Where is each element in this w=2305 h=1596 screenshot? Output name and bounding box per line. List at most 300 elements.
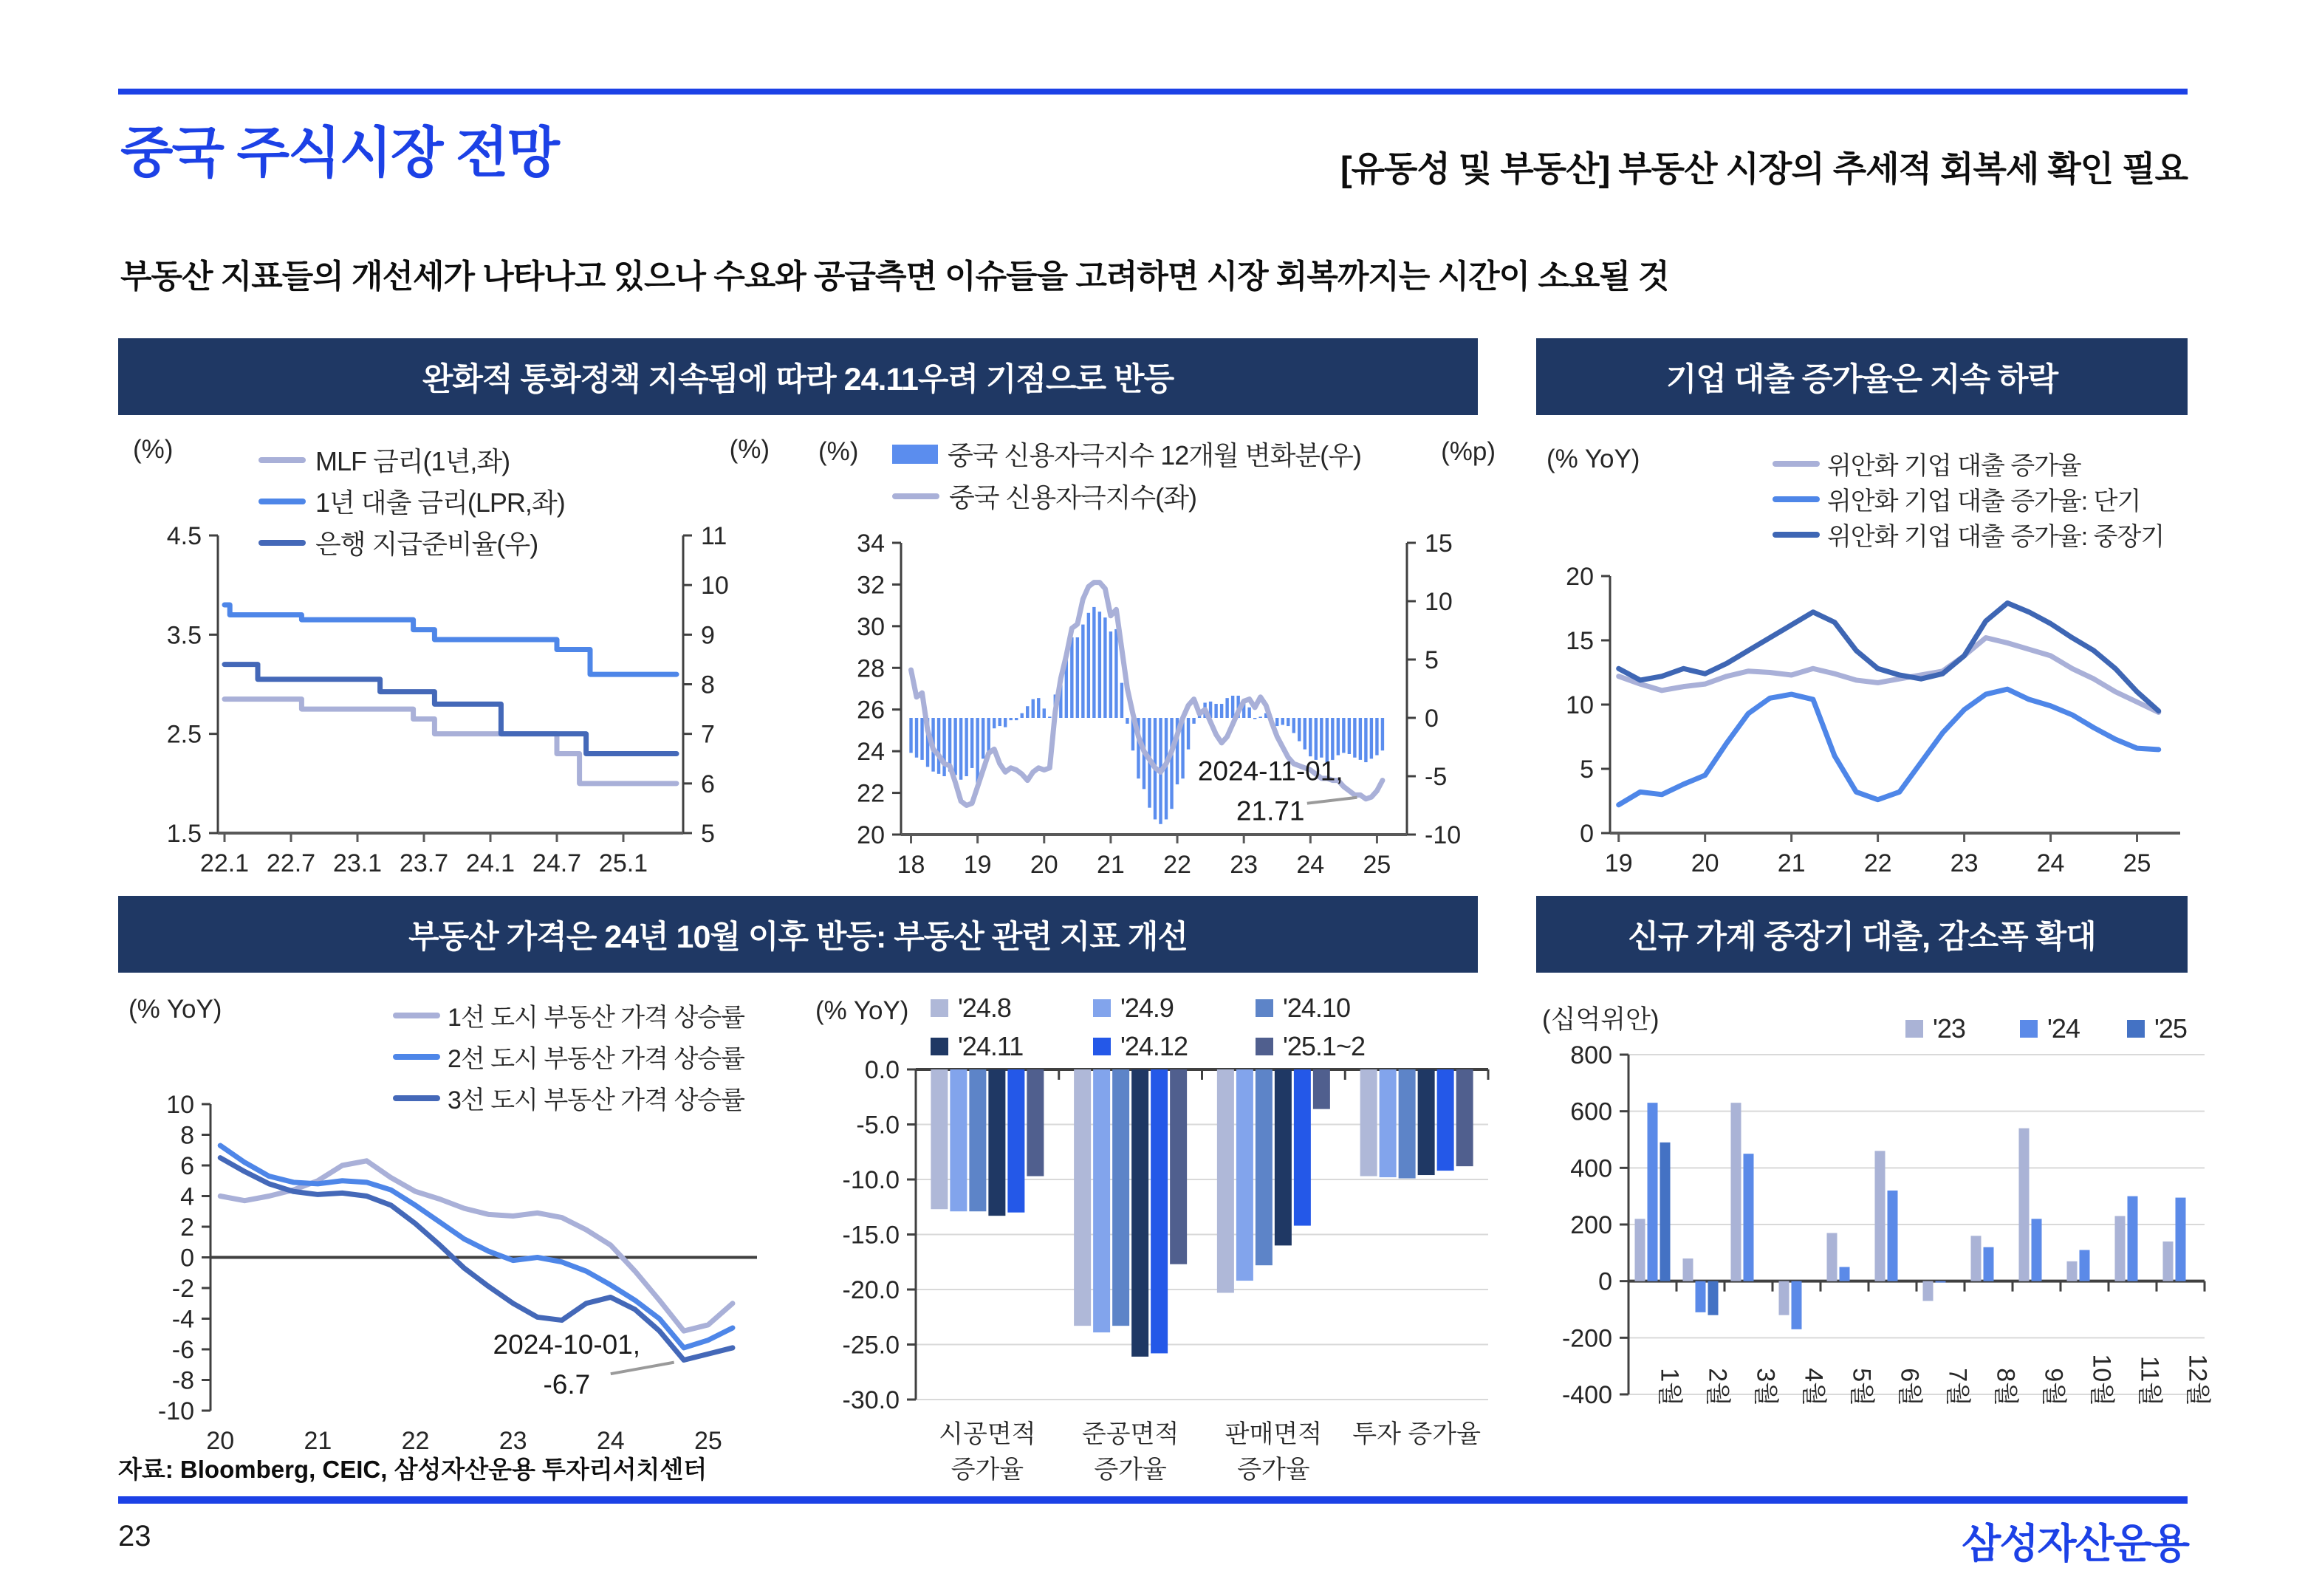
section-header-property-price: 부동산 가격은 24년 10월 이후 반등: 부동산 관련 지표 개선 (118, 896, 1478, 973)
axis-label: 3.5 (166, 621, 202, 650)
axis-label: 10 (166, 1091, 194, 1119)
axis-label: 11월 (2135, 1355, 2164, 1406)
axis-label: 23 (1950, 849, 1979, 877)
legend-swatch (1773, 532, 1820, 538)
impulse-bar (1032, 699, 1035, 718)
axis-label: 22 (1863, 849, 1892, 877)
axis-label: 증가율 (1237, 1456, 1310, 1484)
annotation-leader (611, 1363, 674, 1374)
legend-swatch (1256, 1038, 1273, 1055)
section-header-household-loan: 신규 가계 중장기 대출, 감소폭 확대 (1536, 896, 2188, 973)
property-price-chart-series-1 (220, 1145, 733, 1348)
impulse-bar (1348, 718, 1351, 754)
impulse-bar (1370, 718, 1373, 758)
axis-label: -5 (1425, 763, 1448, 791)
impulse-bar (987, 718, 990, 752)
bar-'24.9 (1093, 1069, 1110, 1332)
bar-'24.8 (1074, 1069, 1091, 1326)
impulse-bar (1187, 718, 1190, 750)
legend-label: '24.8 (958, 993, 1011, 1023)
legend-swatch (892, 445, 938, 464)
impulse-bar (1225, 698, 1228, 718)
axis-label: 11 (701, 522, 727, 550)
axis-label: 10 (1566, 691, 1594, 719)
bar-'24 (1648, 1103, 1658, 1281)
axis-unit: (% YoY) (815, 996, 909, 1025)
impulse-bar (942, 718, 945, 776)
axis-label: 23 (1230, 851, 1258, 879)
bar-'23 (2163, 1241, 2174, 1281)
axis-label: 9월 (2039, 1368, 2068, 1406)
impulse-bar (1253, 718, 1256, 719)
axis-label: 4 (180, 1182, 194, 1211)
axis-label: 5 (1580, 756, 1594, 784)
impulse-bar (1381, 718, 1384, 750)
axis-label: -10 (1425, 821, 1462, 849)
bar-'25.1~2 (1456, 1069, 1473, 1166)
axis-label: 5월 (1847, 1368, 1876, 1406)
section-header-corporate-loan: 기업 대출 증가율은 지속 하락 (1536, 338, 2188, 415)
impulse-bar (1331, 718, 1334, 760)
legend-label: 위안화 기업 대출 증가율: 중장기 (1827, 523, 2165, 551)
impulse-bar (1275, 718, 1278, 726)
axis-label: 준공면적 (1081, 1420, 1179, 1448)
bar-'24.10 (1112, 1069, 1129, 1326)
axis-label: 24 (857, 738, 885, 767)
impulse-bar (1070, 637, 1073, 718)
bar-'24.11 (988, 1069, 1005, 1216)
household-loan-chart-legend-item (2020, 1013, 2080, 1044)
axis-label: 6 (180, 1152, 194, 1180)
axis-label: 5 (1425, 646, 1439, 674)
axis-label: 2월 (1703, 1368, 1732, 1406)
bar-'24 (1936, 1281, 1946, 1283)
axis-unit: (% YoY) (1547, 445, 1640, 473)
legend-label: '25.1~2 (1283, 1031, 1365, 1061)
annotation: 21.71 (1236, 795, 1305, 826)
annotation: -6.7 (543, 1369, 591, 1400)
top-rule (118, 89, 2188, 95)
axis-label: 7 (701, 720, 715, 749)
impulse-bar (1081, 625, 1084, 718)
axis-label: 20 (1566, 563, 1594, 591)
property-indicator-chart-legend-item (1093, 993, 1174, 1024)
axis-label: -30.0 (842, 1386, 900, 1414)
bar-'24 (1696, 1281, 1706, 1312)
bar-'24.10 (1399, 1069, 1416, 1179)
company-logo: 삼성자산운용 (1962, 1521, 2188, 1566)
axis-label: -6 (171, 1336, 194, 1364)
page-number: 23 (118, 1520, 151, 1552)
impulse-bar (982, 718, 984, 758)
axis-label: 25 (1363, 851, 1391, 879)
axis-label: 증가율 (1094, 1456, 1167, 1484)
axis-label: 10월 (2087, 1354, 2116, 1406)
axis-label: 8 (180, 1121, 194, 1150)
axis-label: -5.0 (856, 1111, 900, 1140)
policy-rate-chart (118, 425, 783, 901)
bar-'23 (1779, 1281, 1789, 1315)
axis-label: -10 (157, 1397, 194, 1425)
axis-label: 34 (857, 530, 885, 558)
impulse-bar (1098, 612, 1101, 718)
axis-label: 2 (180, 1213, 194, 1241)
impulse-bar (915, 718, 918, 758)
axis-label: 0 (1580, 820, 1594, 848)
impulse-bar (1304, 718, 1306, 750)
legend-swatch (1093, 999, 1111, 1017)
axis-label: 19 (1604, 849, 1633, 877)
impulse-bar (1287, 718, 1290, 726)
property-price-chart-legend-item (393, 997, 744, 1033)
key-message: 부동산 지표들의 개선세가 나타나고 있으나 수요와 공급측면 이슈들을 고려하면 시장 회복까지는 시간이 소요될 것 (120, 258, 1669, 295)
axis-label: 21 (1097, 851, 1125, 879)
impulse-bar (1087, 613, 1090, 718)
axis-label: -15.0 (842, 1221, 900, 1250)
legend-swatch (258, 499, 306, 504)
axis-label: 10 (1425, 588, 1453, 616)
bottom-rule (118, 1496, 2188, 1504)
bar-'25.1~2 (1313, 1069, 1330, 1109)
axis-label: 0 (1425, 705, 1439, 733)
axis-unit: (%) (818, 437, 859, 466)
impulse-bar (959, 718, 962, 780)
bar-'24 (2032, 1219, 2042, 1281)
bar-'24.11 (1275, 1069, 1292, 1245)
property-indicator-chart-legend-item (1093, 1031, 1188, 1062)
impulse-bar (1015, 718, 1018, 720)
axis-label: 6월 (1895, 1368, 1924, 1406)
axis-label: -2 (171, 1275, 194, 1303)
bar-'24.11 (1131, 1069, 1148, 1357)
legend-label: '24.10 (1283, 993, 1350, 1023)
axis-label: -25.0 (842, 1331, 900, 1360)
bar-'23 (1827, 1233, 1838, 1281)
axis-label: 200 (1570, 1211, 1612, 1239)
legend-swatch (1773, 461, 1820, 467)
legend-label: '24.12 (1120, 1031, 1188, 1061)
axis-label: 22.7 (266, 849, 316, 877)
axis-label: 24 (2036, 849, 2065, 877)
axis-label: 1.5 (166, 820, 202, 848)
credit-impulse-chart (805, 425, 1507, 901)
bar-'24.9 (1236, 1069, 1253, 1281)
household-loan-chart (1536, 982, 2230, 1484)
legend-swatch (892, 493, 939, 499)
axis-label: 6 (701, 770, 715, 798)
axis-label: 25.1 (598, 849, 648, 877)
legend-label: 은행 지급준비율(우) (315, 529, 538, 559)
impulse-bar (1114, 629, 1117, 718)
axis-label: 400 (1570, 1154, 1612, 1183)
impulse-bar (965, 718, 967, 776)
bar-'24.12 (1151, 1069, 1168, 1353)
impulse-bar (1109, 631, 1112, 718)
property-indicator-chart-legend-item (1256, 993, 1350, 1024)
impulse-bar (1292, 718, 1295, 733)
axis-label: 22 (1163, 851, 1191, 879)
axis-label: -400 (1561, 1381, 1612, 1409)
axis-label: 20 (206, 1427, 235, 1455)
axis-label: 0 (1598, 1267, 1612, 1296)
legend-swatch (393, 1095, 440, 1101)
bar-'24.8 (1360, 1069, 1377, 1177)
bar-'23 (1923, 1281, 1934, 1301)
bar-'23 (1875, 1151, 1886, 1281)
axis-label: 증가율 (951, 1456, 1024, 1484)
legend-label: MLF 금리(1년,좌) (315, 446, 510, 476)
axis-label: 28 (857, 654, 885, 683)
legend-label: 중국 신용자극지수 12개월 변화분(우) (948, 440, 1361, 470)
section-header-monetary-policy: 완화적 통화정책 지속됨에 따라 24.11우려 기점으로 반등 (118, 338, 1478, 415)
axis-label: 24 (596, 1427, 625, 1455)
axis-label: 시공면적 (939, 1420, 1036, 1448)
bar-'24 (1888, 1191, 1898, 1281)
property-price-chart-legend-item (393, 1080, 744, 1116)
annotation-leader (1307, 798, 1357, 804)
household-loan-chart-legend-item (2127, 1013, 2187, 1044)
bar-'24 (2176, 1198, 2186, 1281)
axis-label: 0 (180, 1244, 194, 1273)
bar-'24.10 (1256, 1069, 1273, 1265)
impulse-bar (1037, 698, 1040, 718)
impulse-bar (1247, 708, 1250, 718)
axis-unit: (십억위안) (1542, 1005, 1660, 1034)
axis-unit: (%) (133, 435, 174, 464)
legend-swatch (931, 1038, 948, 1055)
legend-label: '24 (2047, 1013, 2080, 1044)
bar-'25.1~2 (1170, 1069, 1187, 1264)
axis-label: 5 (701, 820, 715, 848)
household-loan-chart-legend-item (1905, 1013, 1965, 1044)
household-loan-chart-canvas (1536, 982, 2230, 1484)
axis-label: 21 (1777, 849, 1806, 877)
bar-'25.1~2 (1027, 1069, 1044, 1177)
legend-label: '24.11 (958, 1031, 1024, 1061)
legend-swatch (2127, 1020, 2145, 1038)
axis-label: 0.0 (864, 1056, 900, 1084)
bar-'24.11 (1418, 1069, 1435, 1175)
impulse-bar (1353, 718, 1356, 758)
impulse-bar (1258, 716, 1261, 718)
legend-swatch (931, 999, 948, 1017)
axis-label: -20.0 (842, 1276, 900, 1304)
bar-'25 (1660, 1143, 1671, 1281)
corporate-loan-chart-legend-item (1773, 481, 2140, 517)
legend-label: 1년 대출 금리(LPR,좌) (315, 487, 565, 518)
axis-label: 21 (304, 1427, 332, 1455)
impulse-bar (1120, 683, 1123, 718)
property-price-chart (118, 982, 783, 1455)
bar-'23 (1635, 1219, 1645, 1281)
axis-label: 10 (701, 572, 729, 600)
axis-label: 7월 (1943, 1368, 1972, 1406)
axis-label: 23 (499, 1427, 527, 1455)
impulse-bar (937, 718, 940, 774)
impulse-bar (1231, 696, 1234, 718)
bar-'25 (1708, 1281, 1719, 1315)
page-title: 중국 주식시장 전망 (120, 122, 558, 183)
bar-'23 (2019, 1128, 2030, 1281)
axis-label: 9 (701, 621, 715, 650)
axis-label: -8 (171, 1366, 194, 1395)
axis-label: 2.5 (166, 720, 202, 749)
legend-swatch (258, 457, 306, 463)
impulse-bar (1309, 718, 1312, 756)
bar-'24 (1984, 1247, 1994, 1281)
axis-label: 19 (963, 851, 992, 879)
bar-'24.12 (1437, 1069, 1454, 1171)
axis-label: 15 (1566, 627, 1594, 655)
axis-label: 판매면적 (1225, 1420, 1323, 1448)
axis-label: 8 (701, 671, 715, 699)
corporate-loan-chart (1536, 425, 2201, 901)
impulse-bar (1315, 718, 1318, 760)
impulse-bar (920, 718, 923, 760)
impulse-bar (1364, 718, 1367, 762)
impulse-bar (1026, 706, 1029, 718)
legend-swatch (1905, 1020, 1923, 1038)
property-price-chart-legend-item (393, 1038, 744, 1075)
impulse-bar (1220, 704, 1223, 718)
corporate-loan-chart-series-2 (1619, 603, 2159, 711)
impulse-bar (1214, 704, 1217, 718)
impulse-bar (909, 718, 912, 753)
bar-'24 (1744, 1154, 1754, 1281)
axis-label: 12월 (2183, 1354, 2212, 1406)
bar-'24.12 (1007, 1069, 1024, 1213)
impulse-bar (1103, 617, 1106, 718)
legend-label: 1선 도시 부동산 가격 상승률 (448, 1004, 744, 1032)
axis-label: 24.7 (532, 849, 582, 877)
impulse-bar (1281, 718, 1284, 725)
legend-swatch (1773, 496, 1820, 502)
corporate-loan-chart-legend-item (1773, 445, 2081, 482)
bar-'24.9 (950, 1069, 967, 1211)
axis-label: -10.0 (842, 1166, 900, 1194)
axis-label: 20 (857, 821, 885, 849)
legend-swatch (1093, 1038, 1111, 1055)
bar-'24.8 (931, 1069, 948, 1209)
axis-label: -4 (171, 1305, 194, 1334)
bar-'24.9 (1380, 1069, 1397, 1177)
axis-label: 15 (1425, 530, 1453, 558)
bar-'24 (1792, 1281, 1802, 1329)
bar-'23 (1971, 1236, 1982, 1281)
axis-label: -200 (1561, 1324, 1612, 1353)
impulse-bar (1092, 607, 1095, 718)
impulse-bar (1004, 718, 1007, 727)
bar-'23 (1731, 1103, 1741, 1281)
axis-label: 32 (857, 571, 885, 600)
axis-label: 4월 (1799, 1368, 1828, 1406)
bar-'23 (2115, 1216, 2126, 1281)
axis-label: 20 (1691, 849, 1719, 877)
axis-label: 24 (1296, 851, 1325, 879)
axis-label: 25 (2123, 849, 2151, 877)
source-note: 자료: Bloomberg, CEIC, 삼성자산운용 투자리서치센터 (118, 1456, 708, 1483)
legend-swatch (258, 540, 306, 546)
impulse-bar (1021, 713, 1024, 718)
axis-label: 22.1 (199, 849, 250, 877)
bar-'23 (2067, 1261, 2078, 1281)
bar-'24 (2128, 1196, 2138, 1281)
axis-label: 800 (1570, 1041, 1612, 1069)
axis-label: 20 (1030, 851, 1058, 879)
axis-label: 3월 (1751, 1368, 1780, 1406)
impulse-bar (1048, 716, 1051, 718)
impulse-bar (970, 718, 973, 768)
impulse-bar (1375, 718, 1378, 756)
bar-'24.10 (969, 1069, 986, 1211)
impulse-bar (998, 718, 1001, 726)
bar-'24 (1840, 1267, 1850, 1281)
policy-rate-chart-legend-item (258, 482, 565, 520)
property-indicator-chart-legend-item (1256, 1031, 1365, 1062)
impulse-bar (1043, 708, 1046, 718)
axis-label: 23.1 (332, 849, 383, 877)
legend-swatch (393, 1054, 440, 1060)
axis-label: 1월 (1655, 1368, 1684, 1406)
legend-swatch (2020, 1020, 2038, 1038)
credit-impulse-chart-legend-item (892, 435, 1361, 473)
legend-label: 2선 도시 부동산 가격 상승률 (448, 1045, 744, 1073)
legend-swatch (1256, 999, 1273, 1017)
impulse-bar (1126, 718, 1128, 724)
axis-label: 4.5 (166, 522, 202, 550)
axis-label: 18 (897, 851, 925, 879)
impulse-bar (1320, 718, 1323, 758)
axis-label: 600 (1570, 1097, 1612, 1126)
policy-rate-chart-series-2 (225, 665, 677, 754)
property-indicator-chart (805, 982, 1507, 1484)
corporate-loan-chart-series-1 (1619, 689, 2159, 805)
property-indicator-chart-legend-item (931, 1031, 1023, 1062)
policy-rate-chart-legend-item (258, 441, 510, 479)
impulse-bar (1337, 718, 1340, 756)
page-subtitle-right: [유동성 및 부동산] 부동산 시장의 추세적 회복세 확인 필요 (1340, 149, 2188, 188)
impulse-bar (1298, 718, 1301, 742)
axis-label: 23.7 (399, 849, 449, 877)
legend-label: '23 (1933, 1013, 1965, 1044)
impulse-bar (976, 718, 979, 783)
impulse-bar (1010, 718, 1013, 720)
axis-label: 22 (401, 1427, 430, 1455)
axis-label: 8월 (1991, 1368, 2020, 1406)
policy-rate-chart-series-1 (225, 605, 677, 674)
legend-label: 3선 도시 부동산 가격 상승률 (448, 1086, 744, 1114)
bar-'24 (2080, 1250, 2090, 1281)
axis-label: 26 (857, 696, 885, 725)
legend-swatch (393, 1013, 440, 1018)
legend-label: 위안화 기업 대출 증가율 (1827, 452, 2081, 480)
bar-'24.8 (1217, 1069, 1234, 1292)
impulse-bar (1170, 718, 1173, 809)
legend-label: 위안화 기업 대출 증가율: 단기 (1827, 487, 2141, 516)
axis-unit: (% YoY) (129, 995, 222, 1024)
axis-label: 22 (857, 779, 885, 808)
impulse-bar (1342, 718, 1345, 753)
impulse-bar (1192, 718, 1195, 724)
annotation: 2024-11-01, (1197, 756, 1343, 787)
corporate-loan-chart-legend-item (1773, 516, 2164, 552)
legend-label: '25 (2154, 1013, 2187, 1044)
impulse-bar (1076, 637, 1079, 718)
bar-'24.12 (1294, 1069, 1311, 1226)
axis-unit: (%) (729, 435, 770, 464)
legend-label: 중국 신용자극지수(좌) (949, 482, 1196, 513)
credit-impulse-chart-legend-item (892, 477, 1196, 515)
